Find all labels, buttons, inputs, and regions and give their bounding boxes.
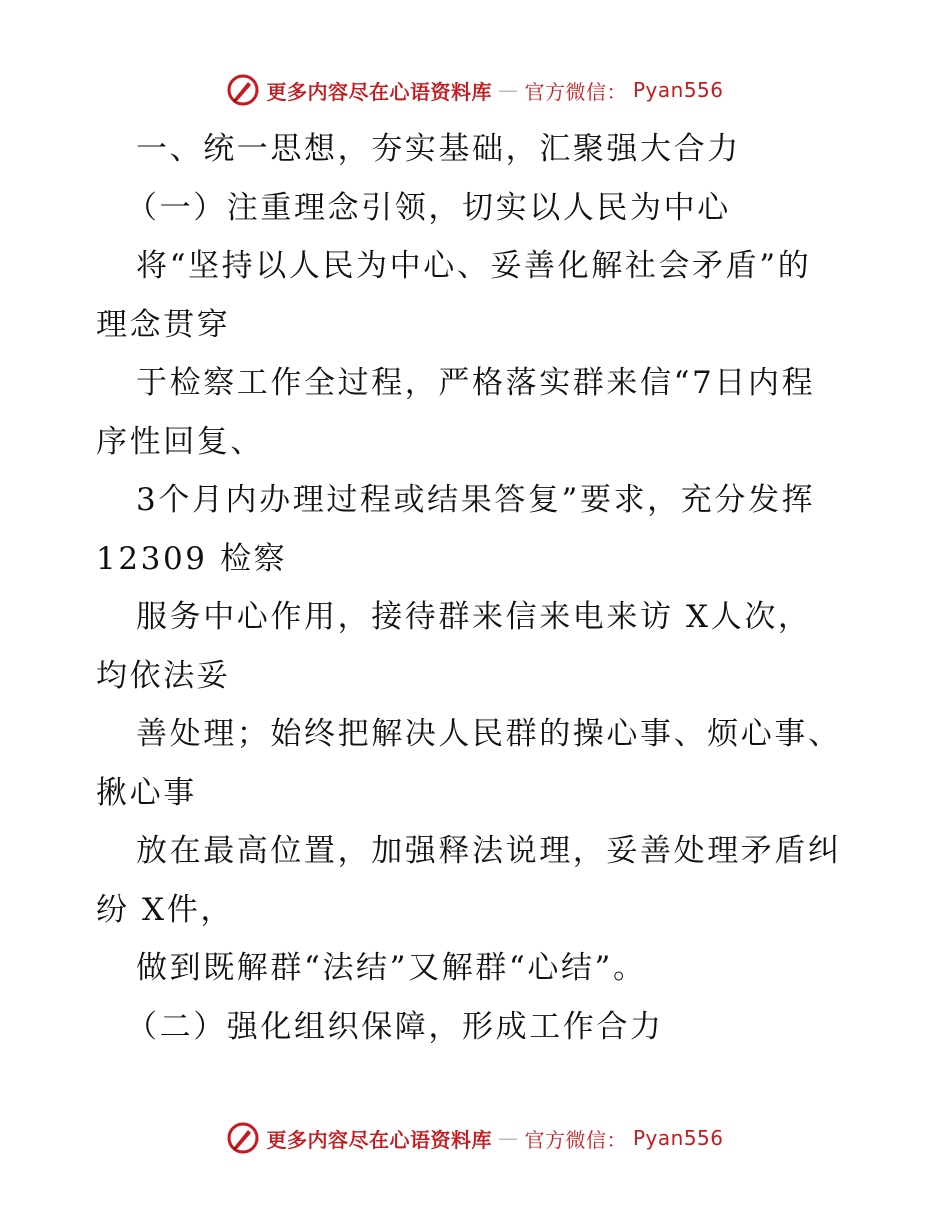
paragraph-line: 均依法妥 xyxy=(96,657,231,694)
watermark-text: 更多内容尽在心语资料库 xyxy=(266,79,492,104)
paragraph-line: 揪心事 xyxy=(96,774,197,811)
paragraph-line: 纷 X件， xyxy=(96,891,234,928)
subsection-heading-1: （一）注重理念引领，切实以人民为中心 xyxy=(126,189,731,226)
quill-logo-icon xyxy=(226,1121,260,1155)
watermark-id: Pyan556 xyxy=(632,78,724,102)
paragraph-line: 于检察工作全过程，严格落实群来信“7日内程 xyxy=(136,365,816,401)
paragraph-line: 善处理；始终把解决人民群的操心事、烦心事、 xyxy=(136,716,842,752)
subsection-heading-2: （二）强化组织保障，形成工作合力 xyxy=(126,1008,664,1045)
watermark-footer xyxy=(0,1118,950,1158)
watermark-header xyxy=(0,70,950,110)
document-body xyxy=(96,120,866,1056)
paragraph-line: 放在最高位置，加强释法说理，妥善处理矛盾纠 xyxy=(136,833,842,869)
paragraph-line: 将“坚持以人民为中心、妥善化解社会矛盾”的 xyxy=(136,248,812,284)
paragraph-line: 12309 检察 xyxy=(96,540,288,577)
quill-logo-icon xyxy=(226,73,260,107)
paragraph-line: 做到既解群“法结”又解群“心结”。 xyxy=(136,950,647,986)
paragraph-line: 3个月内办理过程或结果答复”要求，充分发挥 xyxy=(136,482,816,518)
watermark-official-label: 官方微信： xyxy=(524,1127,627,1152)
watermark-separator: — xyxy=(497,1126,519,1150)
watermark-text: 更多内容尽在心语资料库 xyxy=(266,1127,492,1152)
watermark-separator: — xyxy=(497,78,519,102)
watermark-official-label: 官方微信： xyxy=(524,79,627,104)
watermark-id: Pyan556 xyxy=(632,1126,724,1150)
paragraph-line: 理念贯穿 xyxy=(96,306,231,343)
section-heading: 一、统一思想，夯实基础，汇聚强大合力 xyxy=(136,131,741,167)
paragraph-line: 服务中心作用，接待群来信来电来访 X人次， xyxy=(136,599,812,635)
paragraph-line: 序性回复、 xyxy=(96,423,264,460)
